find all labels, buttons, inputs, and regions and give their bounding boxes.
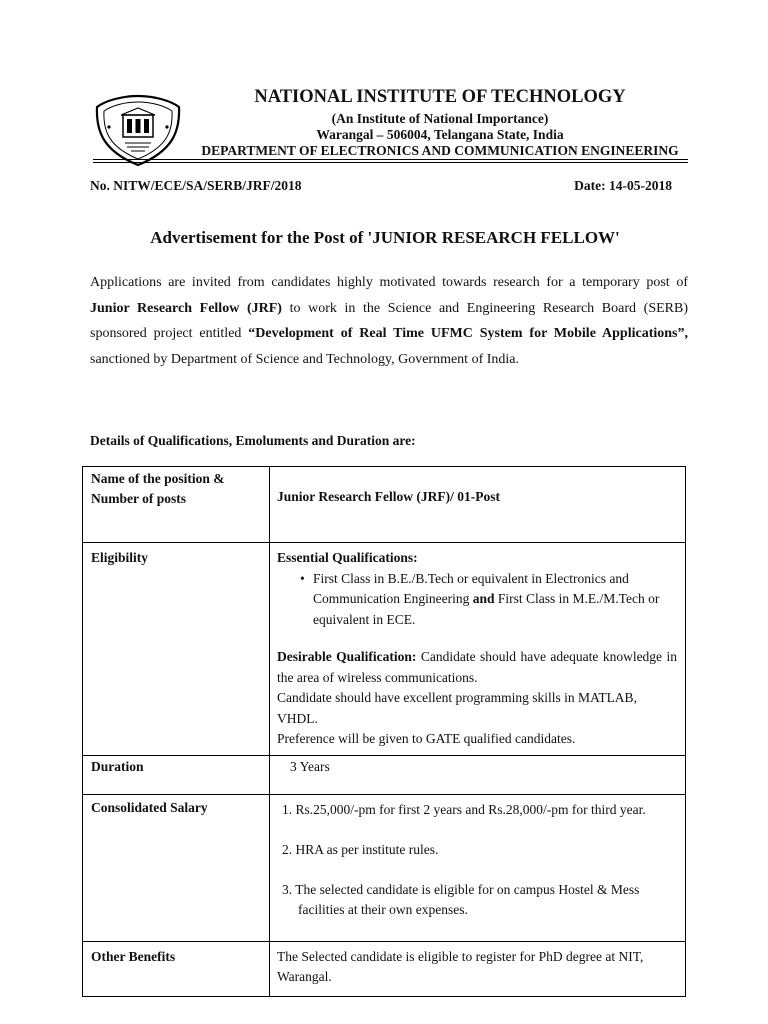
- table-row: [83, 795, 686, 942]
- salary-item-text: 3. The selected candidate is eligible for on campus Hostel & Mess: [282, 882, 640, 897]
- intro-post-name: Junior Research Fellow (JRF): [90, 300, 282, 316]
- position-label: Name of the position & Number of posts: [83, 467, 270, 543]
- duration-label: Duration: [83, 756, 270, 795]
- details-heading: Details of Qualifications, Emoluments and Duration are:: [90, 433, 416, 448]
- position-value: Junior Research Fellow (JRF)/ 01-Post: [270, 467, 686, 543]
- reference-number: No. NITW/ECE/SA/SERB/JRF/2018: [90, 178, 302, 193]
- table-row: [83, 467, 686, 543]
- salary-item: 1. Rs.25,000/-pm for first 2 years and Rs.28,000/-pm for third year.: [282, 802, 646, 817]
- reference-date: Date: 14-05-2018: [574, 178, 672, 193]
- benefits-value: The Selected candidate is eligible to register for PhD degree at NIT, Warangal.: [270, 942, 686, 997]
- institute-name: NATIONAL INSTITUTE OF TECHNOLOGY: [254, 87, 626, 107]
- eligibility-label: Eligibility: [83, 543, 270, 756]
- intro-text: Applications are invited from candidates highly motivated towards research for a temporary post of: [90, 275, 688, 290]
- intro-paragraph: [90, 270, 688, 372]
- header-divider-secondary: [93, 162, 688, 163]
- intro-project-title: “Development of Real Time UFMC System for Mobile Applications”,: [248, 326, 688, 341]
- qualifications-table: [82, 466, 686, 997]
- essential-text: First Class in B.E./B.Tech or equivalent in Electronics and Communication Engineering: [313, 570, 629, 606]
- list-item: [313, 569, 677, 631]
- salary-item: [282, 880, 677, 920]
- salary-item-text: facilities at their own expenses.: [298, 902, 468, 917]
- intro-text: to work in the Science and Engineering Research Board (SERB) sponsored project entitled: [90, 300, 688, 341]
- gate-text: Preference will be given to GATE qualified candidates.: [277, 731, 576, 746]
- salary-label: Consolidated Salary: [83, 795, 270, 942]
- desirable-heading: Desirable Qualification:: [277, 649, 417, 664]
- essential-list: [277, 569, 677, 631]
- salary-item: 2. HRA as per institute rules.: [282, 842, 439, 857]
- eligibility-value: [270, 543, 686, 756]
- duration-value: 3 Years: [270, 756, 686, 795]
- department-name: DEPARTMENT OF ELECTRONICS AND COMMUNICATION ENGINEERING: [201, 143, 679, 158]
- essential-heading: Essential Qualifications:: [277, 550, 418, 565]
- table-row: [83, 756, 686, 795]
- intro-text: sanctioned by Department of Science and Technology, Government of India.: [90, 351, 519, 367]
- institute-address: Warangal – 506004, Telangana State, India: [316, 127, 564, 142]
- desirable-text: Candidate should have adequate knowledge in the area of wireless communications.: [277, 649, 677, 685]
- advertisement-title: Advertisement for the Post of 'JUNIOR RESEARCH FELLOW': [150, 228, 620, 247]
- benefits-label: Other Benefits: [83, 942, 270, 997]
- table-row: [83, 942, 686, 997]
- essential-and: and: [472, 591, 495, 606]
- skills-text: Candidate should have excellent programming skills in MATLAB, VHDL.: [277, 690, 637, 726]
- salary-value: [270, 795, 686, 942]
- essential-text: First Class in M.E./M.Tech or equivalent in ECE.: [313, 591, 660, 627]
- header-divider: [93, 159, 688, 160]
- table-row: [83, 543, 686, 756]
- desirable-paragraph: [277, 647, 677, 688]
- institute-subtitle: (An Institute of National Importance): [331, 111, 549, 126]
- institute-seal-icon: [93, 93, 183, 168]
